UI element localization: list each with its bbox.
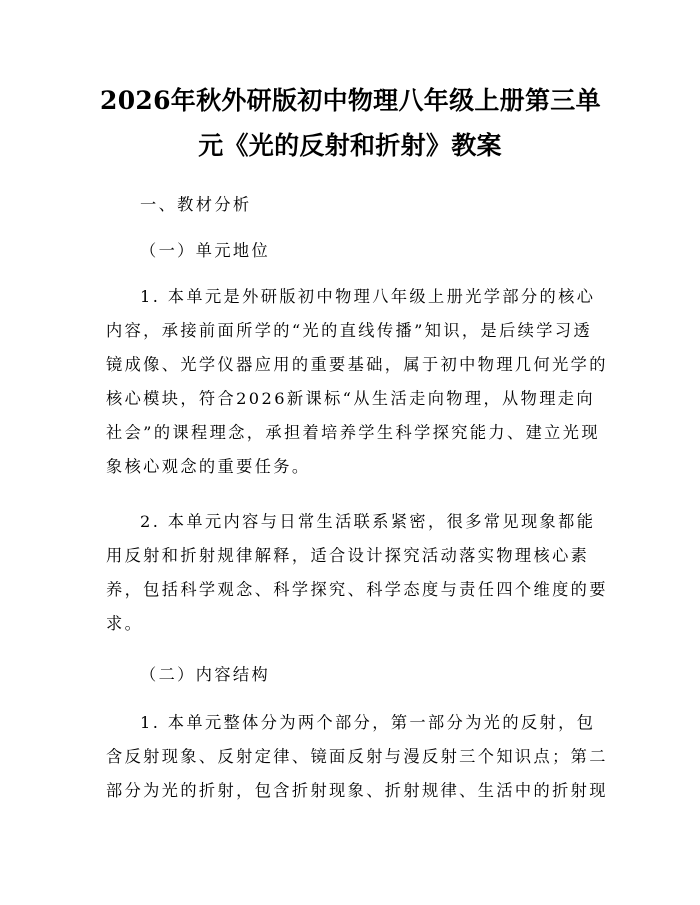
paragraph-line: 内容，承接前面所学的“光的直线传播”知识，是后续学习透: [106, 321, 593, 340]
subsection-heading-content-structure: （二）内容结构: [140, 665, 271, 684]
paragraph-line: 养，包括科学观念、科学探究、科学态度与责任四个维度的要: [106, 580, 608, 599]
paragraph-line: 社会”的课程理念，承担着培养学生科学探究能力、建立光现: [106, 423, 600, 442]
document-title-line-1: 2026年秋外研版初中物理八年级上册第三单: [100, 86, 601, 115]
paragraph-line: 求。: [106, 614, 144, 633]
paragraph-line: 核心模块，符合2026新课标“从生活走向物理，从物理走向: [106, 389, 595, 408]
paragraph-line: 象核心观念的重要任务。: [106, 457, 311, 476]
paragraph-line: 用反射和折射规律解释，适合设计探究活动落实物理核心素: [106, 546, 590, 565]
document-title-line-2: 元《光的反射和折射》教案: [198, 131, 502, 160]
subsection-heading-unit-position: （一）单元地位: [140, 241, 271, 260]
paragraph-line: 1. 本单元整体分为两个部分，第一部分为光的反射，包: [140, 713, 596, 732]
section-heading-textbook-analysis: 一、教材分析: [140, 195, 252, 214]
paragraph-line: 部分为光的折射，包含折射现象、折射规律、生活中的折射现: [106, 781, 608, 800]
paragraph-line: 1. 本单元是外研版初中物理八年级上册光学部分的核心: [140, 287, 596, 306]
paragraph-line: 2. 本单元内容与日常生活联系紧密，很多常见现象都能: [140, 512, 596, 531]
paragraph-line: 镜成像、光学仪器应用的重要基础，属于初中物理几何光学的: [106, 355, 608, 374]
paragraph-line: 含反射现象、反射定律、镜面反射与漫反射三个知识点；第二: [106, 747, 608, 766]
